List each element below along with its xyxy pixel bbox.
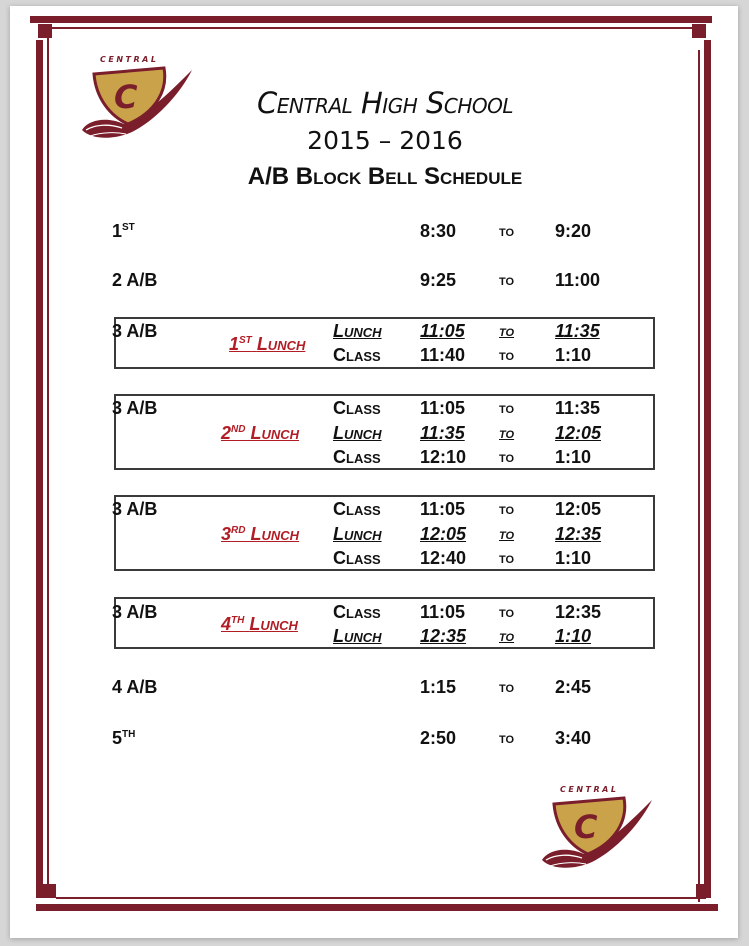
lunch-3-row3-end: 1:10 <box>555 548 592 568</box>
lunch-3-period: 3 A/B <box>112 499 158 519</box>
lunch-3-title: 3RD Lunch <box>221 524 300 544</box>
to-word: to <box>499 550 515 567</box>
frame-corner-br <box>696 884 710 898</box>
to-word: to <box>499 526 515 543</box>
lunch-1-title: 1ST Lunch <box>229 334 306 354</box>
lunch-2-row2-type: Lunch <box>333 423 382 443</box>
frame-left-bar <box>36 40 43 898</box>
period-2-label: 2 A/B <box>112 270 158 290</box>
frame-bottom-line <box>56 897 706 899</box>
lunch-2-row3-end: 1:10 <box>555 447 592 467</box>
lunch-1-row2-end: 1:10 <box>555 345 592 365</box>
lunch-2-title: 2ND Lunch <box>221 423 300 443</box>
school-year: 2015 – 2016 <box>307 126 463 155</box>
period-5-end: 3:40 <box>555 728 592 748</box>
central-logo-icon <box>76 50 196 142</box>
to-word: to <box>499 730 515 747</box>
to-word: to <box>499 323 515 340</box>
lunch-4-row1-start: 11:05 <box>420 602 466 622</box>
lunch-1-row1-end: 11:35 <box>555 321 600 341</box>
svg-text:CENTRAL: CENTRAL <box>560 785 619 794</box>
lunch-1-row1-type: Lunch <box>333 321 382 341</box>
lunch-2-row1-start: 11:05 <box>420 398 466 418</box>
period-1-start: 8:30 <box>420 221 457 241</box>
central-logo-bottom-icon <box>536 780 656 872</box>
frame-top-bar <box>30 16 712 23</box>
lunch-1-row1-start: 11:05 <box>420 321 465 341</box>
frame-corner-tl <box>38 24 52 38</box>
lunch-3-row2-start: 12:05 <box>420 524 467 544</box>
lunch-4-title: 4TH Lunch <box>221 614 298 634</box>
frame-corner-tr <box>692 24 706 38</box>
period-5-label: 5TH <box>112 728 136 748</box>
lunch-3-row2-type: Lunch <box>333 524 382 544</box>
svg-text:C: C <box>114 78 138 116</box>
lunch-3-row1-type: Class <box>333 499 381 519</box>
lunch-4-period: 3 A/B <box>112 602 158 622</box>
lunch-4-row2-start: 12:35 <box>420 626 467 646</box>
school-name: Central High School <box>256 86 513 120</box>
frame-right-bar <box>704 40 711 898</box>
to-word: to <box>499 449 515 466</box>
period-4-end: 2:45 <box>555 677 592 697</box>
to-word: to <box>499 501 515 518</box>
lunch-2-row1-end: 11:35 <box>555 398 601 418</box>
period-4-start: 1:15 <box>420 677 457 697</box>
frame-top-line <box>42 27 692 29</box>
lunch-4-row2-end: 1:10 <box>555 626 592 646</box>
svg-text:C: C <box>574 808 598 846</box>
lunch-1-row2-type: Class <box>333 345 381 365</box>
lunch-2-row2-end: 12:05 <box>555 423 602 443</box>
frame-left-line <box>47 30 49 892</box>
to-word: to <box>499 272 515 289</box>
period-2-start: 9:25 <box>420 270 457 290</box>
to-word: to <box>499 679 515 696</box>
period-4-label: 4 A/B <box>112 677 158 697</box>
lunch-3-row1-start: 11:05 <box>420 499 466 519</box>
lunch-1-row2-start: 11:40 <box>420 345 466 365</box>
lunch-4-row1-type: Class <box>333 602 381 622</box>
schedule-title: A/B Block Bell Schedule <box>247 163 523 190</box>
lunch-3-row1-end: 12:05 <box>555 499 602 519</box>
lunch-2-row3-type: Class <box>333 447 381 467</box>
lunch-2-row2-start: 11:35 <box>420 423 465 443</box>
to-word: to <box>499 425 515 442</box>
to-word: to <box>499 604 515 621</box>
lunch-2-row3-start: 12:10 <box>420 447 467 467</box>
frame-bottom-bar <box>36 904 718 911</box>
lunch-3-row3-start: 12:40 <box>420 548 467 568</box>
svg-text:CENTRAL: CENTRAL <box>100 55 159 64</box>
to-word: to <box>499 223 515 240</box>
lunch-2-period: 3 A/B <box>112 398 158 418</box>
frame-right-line <box>698 50 700 902</box>
lunch-4-row2-type: Lunch <box>333 626 382 646</box>
schedule-page <box>10 6 738 938</box>
period-5-start: 2:50 <box>420 728 457 748</box>
period-1-label: 1ST <box>112 221 135 241</box>
lunch-3-row2-end: 12:35 <box>555 524 602 544</box>
lunch-4-row1-end: 12:35 <box>555 602 602 622</box>
period-2-end: 11:00 <box>555 270 601 290</box>
lunch-3-row3-type: Class <box>333 548 381 568</box>
to-word: to <box>499 628 515 645</box>
lunch-1-period: 3 A/B <box>112 321 158 341</box>
to-word: to <box>499 347 515 364</box>
period-1-end: 9:20 <box>555 221 592 241</box>
frame-corner-bl <box>42 884 56 898</box>
lunch-2-row1-type: Class <box>333 398 381 418</box>
to-word: to <box>499 400 515 417</box>
